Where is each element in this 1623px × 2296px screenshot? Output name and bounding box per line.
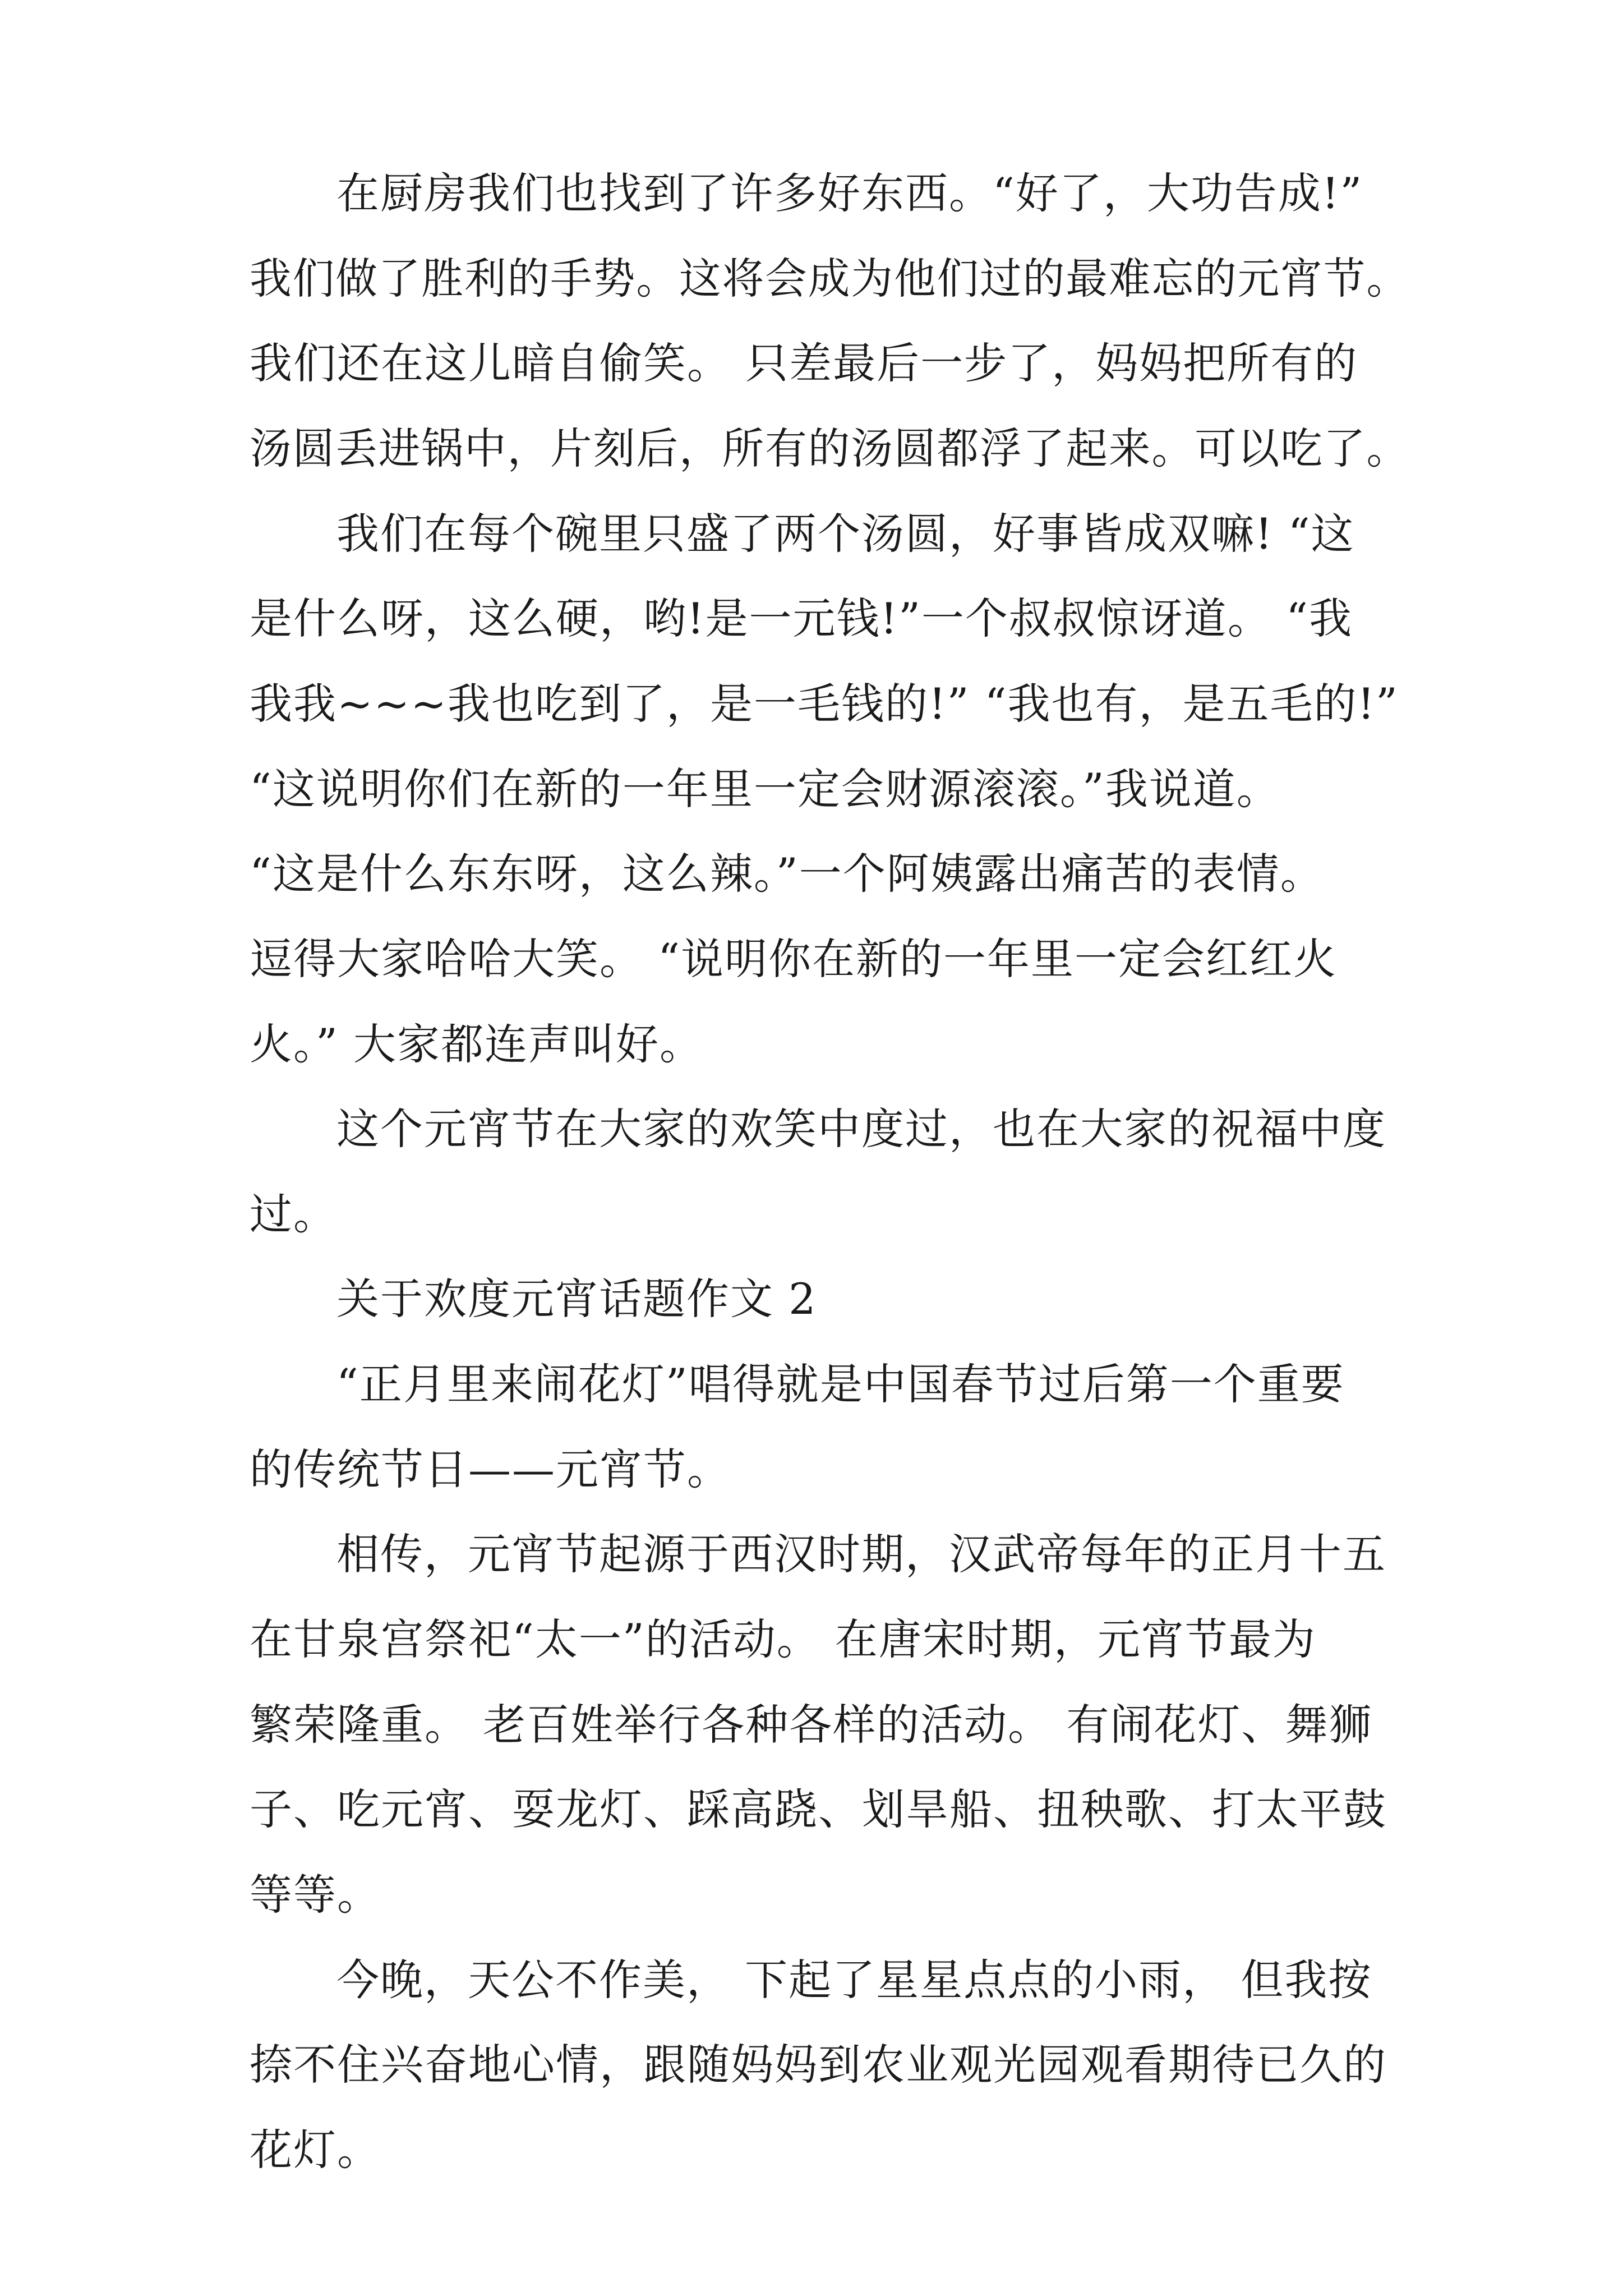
text-line: 我们还在这儿暗自偷笑。 只差最后一步了，妈妈把所有的 bbox=[250, 338, 1358, 388]
section-heading: 关于欢度元宵话题作文 2 bbox=[336, 1274, 817, 1324]
text-line: “这是什么东东呀，这么辣。”一个阿姨露出痛苦的表情。 bbox=[250, 849, 1324, 899]
text-line: 相传，元宵节起源于西汉时期，汉武帝每年的正月十五 bbox=[336, 1529, 1386, 1579]
text-line: 我们在每个碗里只盛了两个汤圆，好事皆成双嘛! “这 bbox=[336, 509, 1355, 559]
text-line: 逗得大家哈哈大笑。 “说明你在新的一年里一定会红红火 bbox=[250, 934, 1338, 984]
text-line: 我们做了胜利的手势。这将会成为他们过的最难忘的元宵节。 bbox=[250, 254, 1410, 303]
text-line: 花灯。 bbox=[250, 2125, 381, 2175]
text-line: 过。 bbox=[250, 1189, 337, 1239]
text-line: 繁荣隆重。 老百姓举行各种各样的活动。 有闹花灯、舞狮 bbox=[250, 1700, 1373, 1750]
text-line: 的传统节日——元宵节。 bbox=[250, 1444, 731, 1494]
text-line: 等等。 bbox=[250, 1870, 381, 1920]
text-line: 这个元宵节在大家的欢笑中度过，也在大家的祝福中度 bbox=[336, 1104, 1386, 1154]
text-line: 在甘泉宫祭祀“太一”的活动。 在唐宋时期，元宵节最为 bbox=[250, 1614, 1316, 1664]
text-line: 捺不住兴奋地心情，跟随妈妈到农业观光园观看期待已久的 bbox=[250, 2040, 1387, 2090]
text-line: 是什么呀，这么硬，哟!是一元钱!”一个叔叔惊讶道。 “我 bbox=[250, 593, 1353, 643]
text-line: 汤圆丢进锅中，片刻后，所有的汤圆都浮了起来。可以吃了。 bbox=[250, 424, 1410, 473]
text-line: 火。” 大家都连声叫好。 bbox=[250, 1019, 704, 1069]
text-line: 我我~~~我也吃到了，是一毛钱的!” “我也有，是五毛的!” bbox=[250, 679, 1399, 729]
text-line: 子、吃元宵、耍龙灯、踩高跷、划旱船、扭秧歌、打太平鼓 bbox=[250, 1784, 1387, 1834]
text-line: 在厨房我们也找到了许多好东西。“好了，大功告成!” bbox=[336, 168, 1363, 218]
text-line: “这说明你们在新的一年里一定会财源滚滚。”我说道。 bbox=[250, 764, 1280, 814]
text-line: 今晚，天公不作美， 下起了星星点点的小雨， 但我按 bbox=[336, 1955, 1372, 2005]
text-line: “正月里来闹花灯”唱得就是中国春节过后第一个重要 bbox=[336, 1359, 1345, 1409]
